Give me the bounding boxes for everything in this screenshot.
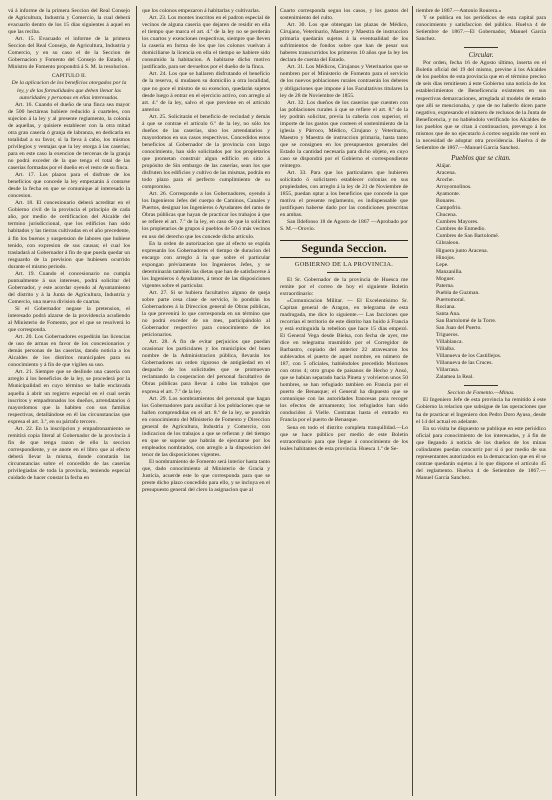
town-item: San Juan del Puerto. xyxy=(436,325,482,332)
column-3 xyxy=(280,8,408,794)
section-subheading: GOBIERNO DE LA PROVINCIA. xyxy=(294,260,394,268)
paragraph: Art. 26. Corresponde a los Gobernadores, oyendo á los Ingenieros Jefes del cuerpo de Caminos, Canales y Puertos, designar los Ingenieros ó Ayudantes del ramo de Obras públicas que hayan de practicar los trabajos á que se refiere el art. 7.º de la ley, en caso de que lo soliciten los propietarios de grupos ó pueblos de 50 ó más vecinos en uso del derecho que les concede dicho artículo. xyxy=(142,191,270,240)
paragraph: tiembre de 1867.—Antonio Rourera.» xyxy=(416,8,502,14)
paragraph: Art. 33. Para que los particulares que hubieren solicitado ó solicitaren establecer colonias en sus propiedades, con arreglo á la ley de 21 de Noviembre de 1855, puedan optar a los beneficios que concede la que motiva el presente reglamento, es indispensable que justifiquen haberse dado por las condiciones prescritas en ambas. xyxy=(280,170,408,219)
town-item: Trigueros. xyxy=(436,332,459,339)
paragraph: Art. 17. Los plazos para el disfrute de los beneficios que concede la ley empezarán á contarse desde la fecha en que se comunique al interesado la concesion. xyxy=(8,172,130,200)
paragraph: El nombramiento de Fomento será interior hasta tanto que, dado conocimiento al Ministerio de Gracia y Justicia, acuerde este lo que corresponda para que se preste dicho plazo concedido para ello, y se incluya en el presupuesto general del clero la asignacion que al xyxy=(142,459,270,494)
paragraph: Art. 16. Cuando el dueño de una finca sea mayor de 500 hectáreas hubiere reducido á cuarteles, con sujecion á la ley y al presente reglamento, la colonia de aquellas, y quisiere establecer con la otra mitad otra gran casería ó granja de labranza, en dedicarla en totalidad a su favor, si la lleva á cabo, los mismos privilegios y ventajas que la ley otorga á las caserías; para en este caso la exencion de tercenas de la granja no podrá exceder de la que tenga el total de las caserías formadas por el dueño en el resto de su finca. xyxy=(8,101,130,172)
town-item: Bonares. xyxy=(436,198,456,205)
divider xyxy=(464,47,498,48)
paragraph: Art. 21. Siempre que se deslinde una casería con arreglo á los beneficios de la ley, se procederá por la Municipalidad en cuyo término se halle enclavada aquella á abrir un registro especial en el cual serán inscritos y empadronados los dueños, arrendatarios ó mayordomos que la habiten con sus familias respectivas, detallándose en él las circunstancias que expresa el art. 3.º, en su párrafo tercero. xyxy=(8,369,130,425)
section-banner: Segunda Seccion. xyxy=(280,240,408,258)
paragraph: «Comunicacion Militar. — El Excelentísimo Sr. Capitan general de Aragon, en telegrama de esta madrugada, me dice lo siguiente.— Las facciones que recorrían el territorio de este distrito han huido á Francia y está extinguida la rebelion que hace 15 días empezó. El General Vega desde Bielsa, con fecha de ayer, me dice en telegrama trasmitido por el Corregidor de Barbastro, copiado del anterior 22 atravesaron los sublevados el puerto de aquel nombre, en número de 187, con 5 oficiales, habiéndoles precedido Moriones con otros 4; otro grupo de paisanos de Hecho y Ansó, que se habían separado hacia Pineta y volvieron unos 50 hombres, se han refugiado tambien en Francia por el puerto de Benasque; el General ha dispuesto que se comunique con las autoridades francesas para recoger los efectos de armamento; los refugiados han sido conducidos á Vielle. Contratas hasta el entrado en Francia por el puerto de Benasque. xyxy=(280,297,408,424)
paragraph: Por orden, fecha 16 de Agosto último, inserta en el Boletin oficial del 19 del mismo, previne á los Alcaldes de los pueblos de esta provincia que en el término preciso de seis días remitiesen á este Gobierno una noticia de los establecimientos de Beneficencia existentes en sus respectivas demarcaciones, arreglada al modelo de estado que allí se mencionaba, y que de no haberlo dicen parte negativo, expresando el número de reclusos de la Junta de Beneficencia, y no habiéndolo verificado los Alcaldes de los pueblos que se citan á continuacion, prevengo á los mismos que de no ejecutarlo á correo seguido me veré en la necesidad de adoptar otra providencia. Huelva 4 de Setiembre de 1867.—Manuel García Sanchez. xyxy=(416,60,546,151)
chapter-heading: CAPITULO II. xyxy=(51,73,87,80)
paragraph: En la orden de autorizacion que al efecto se expida expresarán los Gobernadores el tiempo de duracion del encargo con arreglo á la que sobre el particular expongan préviamente los Ingenieros Jefes, y se determinarán también las dietas que han de satisfacerse á los Ingenieros ó Ayudantes, á tenor de las disposiciones vigentes sobre el particular. xyxy=(142,240,270,289)
paragraph: Art. 32. Los dueños de los caseríos que cuenten con las poblaciones rurales á que se refiere el art. 8.º de la ley podrán solicitar, previa la cabería con superior, el importe de los gastos que costeen el sostenimiento de la iglesia y Párroco, Médico, Cirujano y Veterinario, Maestro y Maestra de instruccion primaria, hasta tanto que se consignen en los presupuestos generales del Estado la cantidad necesaria para dicho objeto, en cuyo caso se dispondrá por el Gobierno el correspondiente reintegro. xyxy=(280,99,408,170)
town-item: Santa Ana. xyxy=(436,310,461,317)
town-item: Rociana. xyxy=(436,303,456,310)
paragraph: Art. 31. Los Médicos, Cirujanos y Veterinarios que se nombren por el Ministerio de Fomento para el servicio de los nuevos poblaciones rurales contraerán los deberes y obligaciones que impone á los Facultativos titulares la ley de 28 de Noviembre de 1855. xyxy=(280,64,408,99)
town-item: Zalamea la Real. xyxy=(436,374,474,381)
chapter-subtitle: De la aplicacion de los beneficios otorgados por la ley, y de las formalidades que deben llenar las autoridades y personas en ellas interesadas. xyxy=(11,80,127,101)
town-item: Cumbres Mayores. xyxy=(436,219,479,226)
column-4 xyxy=(416,8,546,794)
town-item: Campofrío. xyxy=(436,205,462,212)
paragraph: Art. 19. Cuando el concesionario no cumpla puntualmente á sus intereses, podrá solicitar del Gobernador, y este acordar oyendo al Ayuntamiento del distrito y á la Junta de Agricultura, Industria y Comercio, una nueva division de cuartas. xyxy=(8,270,130,305)
divider xyxy=(327,272,361,273)
fomento-heading: Seccion de Fomento.—Minas. xyxy=(447,390,515,397)
town-item: Villalba. xyxy=(436,346,456,353)
town-item: Cumbres de Enmedio. xyxy=(436,226,486,233)
divider xyxy=(464,385,498,386)
paragraph: Cuarto corresponda segun los casos, y los gastos del sostenimiento del culto. xyxy=(280,8,408,22)
paragraph: vá á informe de la primera Seccion del Real Consejo de Agricultura, Industria y Comercio, la cual deberá evacuarlo dentro de los 15 días siguientes á aquel en que las reciba. xyxy=(8,8,130,36)
paragraph: que los colonos empezaron á habitarlas y cultivarlas. xyxy=(142,8,261,14)
paragraph: Art. 28. A fin de evitar perjuicios que puedan ocasionar los particulares y los municipios del buen nombre de la Administracion pública, llevarán los Gobernadores un orden riguroso de antigüedad en el despacho de los solicitudes que se promuevan reclamando la cooperacion del personal facultativo de Obras públicas para llevar á cabo las trabajos que expresa el art. 7.º de la ley. xyxy=(142,339,270,395)
paragraph: Art. 20. Los Gobernadores expedirán las licencias de uso de armas en favor de los concesionarios y demás personas de las caserías, dando noticia a los Alcaldes de los distritos municipales para su conocimiento y á fin de que vigilen su uso. xyxy=(8,334,130,369)
town-item: Manzanilla. xyxy=(436,268,463,275)
paragraph: Art. 23. Los montes inscritos en el padron especial de vecinos de alguna casería que dejaren de residir en ella el tiempo que marca el art. 4.º de la ley no se perderán los cuartos y exenciones respectivas, siempre que lleven la casería en forma de los que los colonos vuelvan á domiciliarse la licencia en ella el tiempo se habiere sido consumido la habitacion. A habitarse dicho motivo justificado, para ser devueltos por el dueño de la finca. xyxy=(142,15,270,71)
paragraph: Art. 22. En la inscripcion y empadronamiento se remitirá copia literal al Gobernador de la provincia á fin de que tenga razon de ello la seccion correspondiente, y se anote en el libro que al efecto deberá llevar la misma, donde constarán las circunstancias sobre el concedido de las caserías privilegiadas de toda la provincia, teniendo especial cuidado de hacer constar la fecha en xyxy=(8,425,130,482)
paragraph: Art. 29. Los nombramientos del personal que hagan los Gobernadores para auxiliar á los poblaciones que se hallen comprendidas en el art. 8.º de la ley, se pondrán en conocimiento del Ministerio de Fomento y Direccion general de Agricultura, Industria y Comercio, con indicacion de los trabajos a que se refieran y del tiempo en que se supone que habrán de ejecutarse por los empleados nombrados, con arreglo a la disposicion del tenor de las disposiciones vigentes. xyxy=(142,395,270,458)
signature-line: San Ildefonso 18 de Agosto de 1867 —Aprobado por S. M.—Orovio. xyxy=(280,219,408,233)
town-item: Villanueva de los Castillejos. xyxy=(436,353,502,360)
town-item: Aracena. xyxy=(436,169,457,176)
paragraph: En su visita he dispuesto se publique en este periódico oficial para conocimiento de los interesados, y á fin de que llegando á noticia de los dueños de los minas colindantes puedan concurrir por sí ó por medio de sus representantes autorizados en la demarcacion que en él se contrae quedarán sujetos á lo que dispone el artículo 45 del reglamento. Huelva 4 de Setiembre de 1867.—Manuel García Sanchez. xyxy=(416,425,546,481)
paragraph: Art. 27. Si se hubiera facultativo alguno de queja sobre parte cesa clase de servicio, lo pondrán los Gobernadores á la Direccion general de Obras públicas, la que prevenirá lo que corresponda en un término que no podrá exceder de un mes, participándolo al Gobernador respectivo para conocimiento de los peticionarios. xyxy=(142,289,270,339)
column-rule xyxy=(412,6,413,796)
town-item: Villablanca. xyxy=(436,339,463,346)
towns-heading: Pueblos que se citan. xyxy=(451,153,511,162)
paragraph: Art. 30. Los que obtengan las plazas de Médico, Cirujano, Veterinario, Maestro y Maestra de instruccion primaria quedarán sujetos á la eventualidad de los sufrimientos de fondos sobre que han de pesar sus haberes transcurridos los primeros 10 años que la ley les declara de cuenta del Estado. xyxy=(280,22,408,64)
paragraph: Y se publica en los periódicos de esta capital para conocimiento y satisfaccion del público. Huelva 4 de Setiembre de 1867.—El Gobernador, Manuel García Sanchez. xyxy=(416,15,546,43)
circular-heading: Circular. xyxy=(468,51,494,60)
paragraph: Art. 25. Solicitarán el beneficio de vecindad y demás á que se contrae el artículo 6.º de la ley, no sólo los dueños de las caserías, sino los arrendatarios y mayordomos en sus casos respectivos. Concedidos estos beneficios al Gobernador de la provincia con largo conocimiento, han sido solicitados por los propietarios que prometan construir algun edificio en sitio á propósito de Sin embargo de las caserías, sean los que disfruten los edificios y cultivo de las mismas, podrán en todo plazo para el perfecto cumplimiento de su compromiso. xyxy=(142,113,270,191)
town-item: Moguer. xyxy=(436,275,455,282)
paragraph: Art. 24. Los que se hallaren disfrutando el beneficio de la reserva, si mudasen su domicilio a otra localidad, que no goce el mismo de su exencion, quedarán sujetos desde luego á entrar en el ejercicio activo, con arreglo al art. 4.º de la ley, salvo el que previene en el artículo anterior. xyxy=(142,71,270,113)
town-item: Hinojos. xyxy=(436,254,456,261)
town-item: Higuera junto Aracena. xyxy=(436,247,489,254)
town-item: Puebla de Guzman. xyxy=(436,289,480,296)
town-item: Villarrasa. xyxy=(436,367,460,374)
town-item: Arroyomolinos. xyxy=(436,184,472,191)
town-item: Villanueva de las Cruces. xyxy=(436,360,493,367)
paragraph: Art. 18. El concesionario deberá acreditar en el Gobierno civil de la provincia el principio de cada año, por medio de certificacion del Alcalde del termino jurisdiccional, que los edificios han sido habitados y las tierras cultivadas en el año precedente, á fin los buenos y suspension de labores que hubiese tenido, con expresion de sus causas; el cual los trasladará al Gobernador á fin de que pueda quedar un resguardo de la prevision que hubiesen ocurrido durante el mismo periodo. xyxy=(8,200,130,270)
column-rule xyxy=(275,6,276,796)
paragraph: Art. 15. Evacuado el informe de la primera Seccion del Real Consejo, de Agricultura, Industria y Comercio, y en su caso el de la Seccion de Gobernacion y Fomento del Consejo de Estado, el Ministro de Fomento propondrá á S. M. la resolucion. xyxy=(8,36,130,71)
paragraph: Sena en todo el distrito completa tranquilidad.—Lo que se hace público por medio de este Boletin extraordinario para que llegue á conocimiento de los leales habitantes de esta provincia. Huesca 1.º de Se- xyxy=(280,424,408,452)
towns-list xyxy=(416,163,546,381)
town-item: Ayamonte. xyxy=(436,191,461,198)
town-item: Aroche. xyxy=(436,177,454,184)
town-item: Alájar. xyxy=(436,162,452,169)
paragraph: El Ingeniero Jefe de esta provincia ha remitido á este Gobierno la relacion que subsigue de las operaciones que ha de practicar el Ingeniero don Pedro Doro Ayuso, desde el 14 del actual en adelante. xyxy=(416,397,546,425)
paragraph: El Sr. Gobernador de la provincia de Huesca me remite por el correo de hoy el siguiente Boletin extraordinario: xyxy=(280,276,408,297)
column-1 xyxy=(8,8,130,794)
town-item: Paterna. xyxy=(436,282,455,289)
paragraph: Si el Gobernador negase la pretension, el interesado podrá alzarse de la providencia acudiendo al Ministerio de Fomento, por el que se resolverá lo que corresponda. xyxy=(8,305,130,334)
town-item: Gibraleon. xyxy=(436,240,460,247)
town-item: Chucena. xyxy=(436,212,457,219)
town-item: Puertomoral. xyxy=(436,296,466,303)
column-rule xyxy=(136,6,137,796)
town-item: Cumbres de San Bartolomé. xyxy=(436,233,500,240)
town-item: Lepe. xyxy=(436,261,449,268)
column-2 xyxy=(142,8,270,794)
town-item: San Bartolomé de la Torre. xyxy=(436,317,497,324)
